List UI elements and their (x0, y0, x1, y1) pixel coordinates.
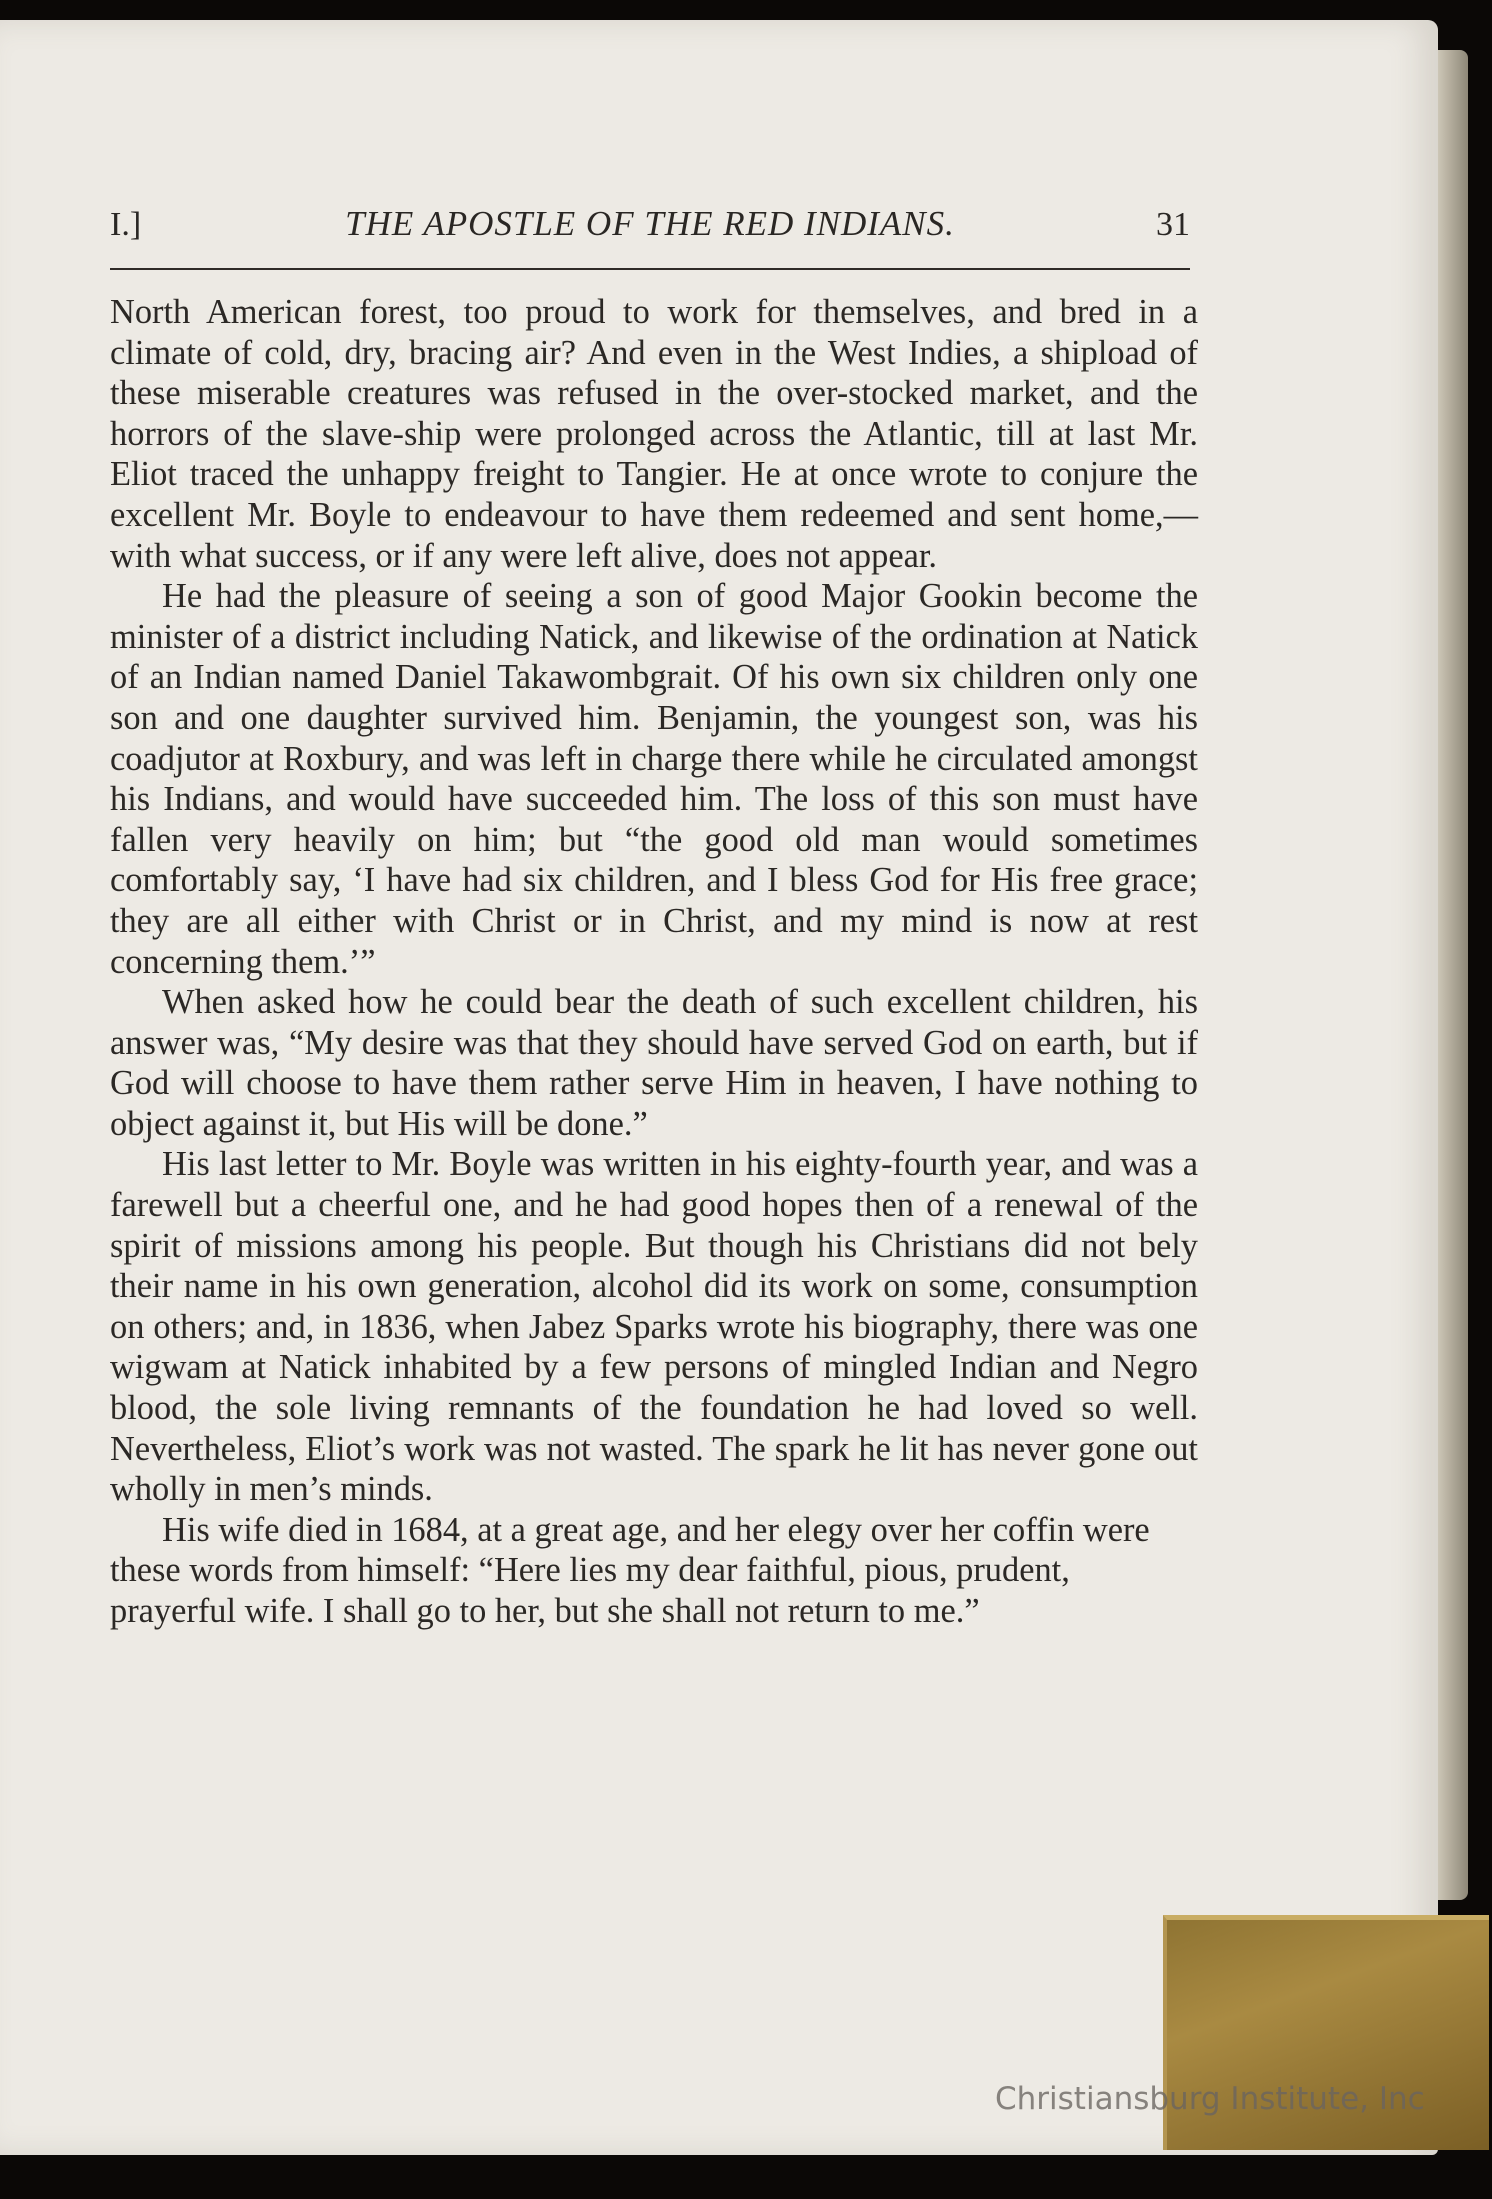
header-rule (110, 268, 1190, 270)
page-number: 31 (1156, 206, 1190, 243)
running-title: THE APOSTLE OF THE RED INDIANS. (345, 204, 955, 243)
paragraph: When asked how he could bear the death of such excellent children, his answer was, “My desire was that they should have served God on earth, but if God will choose to have them rather serve Him in heaven, I have nothing to object against it, but His will be done.” (110, 983, 1198, 1143)
watermark: Christiansburg Institute, Inc (995, 2081, 1425, 2117)
body-text (110, 292, 1198, 1632)
paragraph: North American forest, too proud to work for themselves, and bred in a climate of cold, dry, bracing air? And even in the West Indies, a shipload of these miserable creatures was refused in the over-stocked market, and the horrors of the slave-ship were prolonged across the Atlantic, till at last Mr. Eliot traced the unhappy freight to Tangier. He at once wrote to conjure the excellent Mr. Boyle to endeavour to have them redeemed and sent home,—with what success, or if any were left alive, does not appear. (110, 293, 1198, 575)
paragraph: His wife died in 1684, at a great age, and her elegy over her coffin were these words from himself: “Here lies my dear faithful, pious, prudent, prayerful wife. I shall go to her, but she shall not return to me.” (110, 1510, 1150, 1630)
page-header (110, 200, 1190, 260)
paragraph: His last letter to Mr. Boyle was written in his eighty-fourth year, and was a farewell but a cheerful one, and he had good hopes then of a renewal of the spirit of missions among his people. But though his Christians did not bely their name in his own generation, alcohol did its work on some, consumption on others; and, in 1836, when Jabez Sparks wrote his biography, there was one wigwam at Natick inhabited by a few persons of mingled Indian and Negro blood, the sole living remnants of the foundation he had loved so well. Nevertheless, Eliot’s work was not wasted. The spark he lit has never gone out wholly in men’s minds. (110, 1145, 1198, 1509)
paragraph: He had the pleasure of seeing a son of good Major Gookin become the minister of a district including Natick, and likewise of the ordination at Natick of an Indian named Daniel Takawombgrait. Of his own six children only one son and one daughter survived him. Benjamin, the youngest son, was his coadjutor at Roxbury, and was left in charge there while he circulated amongst his Indians, and would have succeeded him. The loss of this son must have fallen very heavily on him; but “the good old man would sometimes comfortably say, ‘I have had six children, and I bless God for His free grace; they are all either with Christ or in Christ, and my mind is now at rest concerning them.’” (110, 577, 1198, 981)
chapter-number: I.] (110, 206, 142, 243)
